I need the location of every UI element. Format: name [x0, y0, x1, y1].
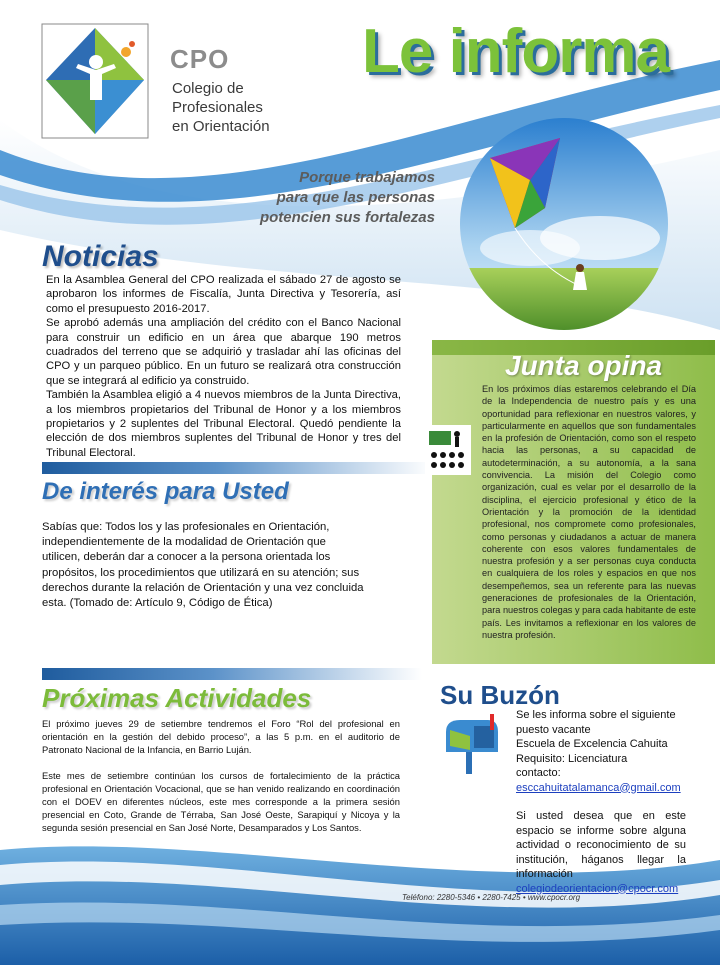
noticias-body: [46, 273, 401, 460]
buzon-line: Si usted desea que en este espacio se informe sobre alguna actividad o reconocimiento de su institución, háganos llegar la información: [516, 810, 686, 880]
buzon-line: Requisito: Licenciatura: [516, 752, 628, 765]
logo-acronym: CPO: [170, 44, 230, 74]
logo-person-icon: [40, 22, 150, 140]
logo-line-1: Colegio de: [172, 80, 244, 97]
noticias-heading: Noticias: [42, 240, 159, 273]
mailbox-icon: [440, 712, 502, 776]
banner-title: Le informa: [362, 17, 669, 86]
footer-phones: Teléfono: 2280-5346 • 2280-7425 • www.cpocr.org: [402, 893, 581, 902]
contact-email-link[interactable]: esccahuitatalamanca@gmail.com: [516, 781, 681, 794]
logo-line-2: Profesionales: [172, 99, 263, 116]
kite-photo: [460, 118, 668, 330]
noticias-paragraph: También la Asamblea eligió a 4 nuevos miembros de la Junta Directiva, a los miembros propietarios del Tribunal de Honor y a los miembros propietarios y 2 suplentes del Tribunal Electoral. Quedó pendiente la elección de dos miembros suplentes del Tribunal de Honor y tres del Tribunal Electoral.: [46, 389, 401, 459]
slogan-line-2: para que las personas: [276, 189, 435, 206]
section-divider: [42, 668, 422, 680]
buzon-heading: Su Buzón: [440, 680, 560, 710]
noticias-paragraph: En la Asamblea General del CPO realizada el sábado 27 de agosto se aprobaron los informes de Fiscalía, Junta Directiva y Tesorería, así como el presupuesto 2016-2017.: [46, 274, 401, 315]
buzon-line: contacto:: [516, 767, 561, 779]
noticias-paragraph: Se aprobó además una ampliación del crédito con el Banco Nacional para construir un edificio en un área que abarque 190 metros cuadrados del terreno que se adquirió y trasladar ahí las oficinas del CPO y un parqueo público. En un futuro se realizará otra construcción que se integrará al edificio ya construido.: [46, 317, 401, 387]
classroom-icon: [425, 425, 471, 475]
buzon-line: Escuela de Excelencia Cahuita: [516, 738, 668, 750]
slogan: [250, 168, 435, 228]
interes-heading: De interés para Usted: [42, 478, 289, 505]
cpo-email-link[interactable]: colegiodeorientacion@cpocr.com: [516, 882, 679, 895]
spacer: [516, 795, 686, 809]
interes-body: Sabías que: Todos los y las profesionales en Orientación, independientemente de la modalidad de Orientación que utilicen, deberán dar a conocer a la persona orientada los propósitos, los procedimientos que utilizará en su atención; sus derechos durante la relación de Orientación y una vez concluida esta. (Tomado de: Artículo 9, Código de Ética): [42, 521, 364, 610]
buzon-body: [516, 708, 686, 896]
logo-line-3: en Orientación: [172, 118, 270, 135]
slogan-line-3: potencien sus fortalezas: [259, 209, 435, 226]
section-divider: [42, 462, 432, 474]
junta-body: En los próximos días estaremos celebrando el Día de la Independencia de nuestro país y es una oportunidad para reflexionar en nuestros valores, y particularmente en aquellos que son fundamentales en la profesión de Orientación, como son el respeto hacia las personas, a su capacidad de autodeterminación, a su autonomía, a la sana convivencia. La misión del Colegio como organización, cual es velar por el desarrollo de la disciplina, el ejercicio profesional y ético de la Orientación y la promoción de la identidad profesional, nos compromete como profesionales, como personas y ciudadanos a actuar de manera coherente con esos valores fundamentales de nuestra profesión y a ser personas cuya conducta en cualquiera de los roles y espacios en que nos desempeñemos, sea un referente para las nuevas generaciones de profesionales de la Orientación, para nuestros colegas y para cada habitante de este país. Les invitamos a reflexionar en los valores de nuestra profesión.: [482, 384, 697, 640]
junta-heading: Junta opina: [505, 350, 663, 381]
slogan-line-1: Porque trabajamos: [299, 169, 435, 186]
proximas-heading: Próximas Actividades: [42, 683, 312, 713]
proximas-paragraph: El próximo jueves 29 de setiembre tendremos el Foro “Rol del profesional en orientación en la gestión del debido proceso”, a las 5 p.m. en el auditorio de Patronato Nacional de la Infancia, en Barrio Luján.: [42, 718, 400, 756]
buzon-line: Se les informa sobre el siguiente puesto vacante: [516, 709, 676, 736]
proximas-paragraph: Este mes de setiembre continúan los cursos de fortalecimiento de la práctica profesional en Orientación Vocacional, que se han venido realizando en coordinación con el DOEV en diferentes núcleos, este mes corresponde a la primera sesión presencial en Coto, Grande de Térraba, San José Oeste, Sarapiquí y Nicoya y la segunda sesión presencial en San José Norte, Desamparados y Los Santos.: [42, 769, 400, 834]
proximas-body: [42, 717, 400, 847]
